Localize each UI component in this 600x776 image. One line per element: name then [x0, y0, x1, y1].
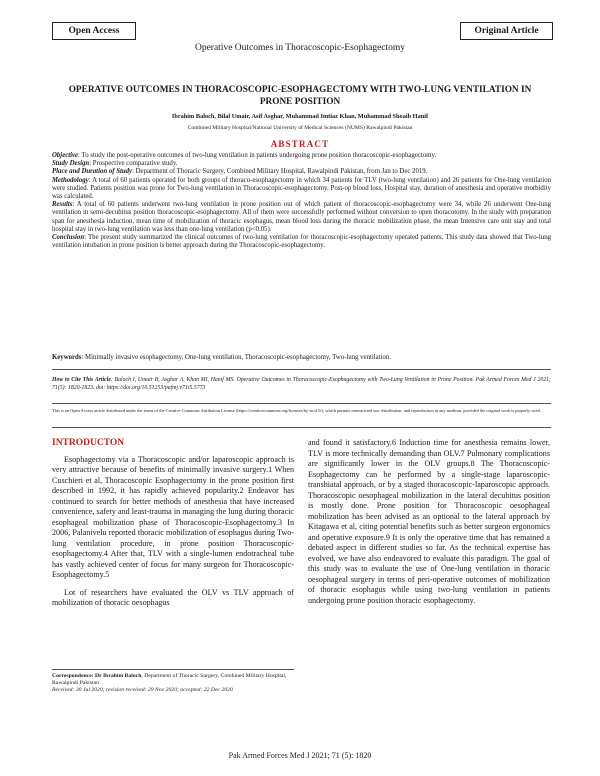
open-access-tag: Open Access: [52, 22, 136, 40]
place-label: Place and Duration of Study: [52, 168, 133, 176]
abstract-methodology: [52, 177, 551, 202]
affiliation: Combined Military Hospital/National University of Medical Sciences (NUMS) Rawalpindi Pakistan: [187, 125, 413, 131]
abstract-heading: ABSTRACT: [270, 139, 330, 149]
design-label: Study Design: [52, 160, 90, 168]
objective-text: : To study the post-operative outcomes of two-lung ventilation in patients undergoing prone position thoracoscopic-esophagectomy.: [78, 152, 437, 159]
divider: [52, 403, 551, 404]
introduction-heading: INTRODUCTON: [52, 438, 125, 448]
introduction-paragraph: and found it satisfactory.6 Induction time for anesthesia remains lower, TLV is more technically demanding than OLV.7 Pulmonary complications are significantly lower in the OLV groups.8 The Thoracoscopic-Esophagectomy can be performed by a single-stage laparoscopic-transhiatal approach, or by a staged thoracoscopic-laparoscopic approach. Thoracoscopic oesophageal mobilization in the lateral decubitus position is mostly done. Prone position for Thoracoscopic oesophageal mobilization has been advised as an optional to the lateral approach by Kitagawa et al, citing potential benefits such as better surgeon ergonomics and operative exposure.9 It is only the operative time that has remained a debated aspect in different studies so far. As the technical expertise has evolved, we have also endeavored to evaluate this paradigm. The goal of this study was to evaluate the use of One-lung ventilation in thoracic oesophageal surgery in terms of peri-operative outcomes of mobilization of thoracic esophagus while using two-lung ventilation in patients undergoing prone position thoracic esophagectomy.: [308, 438, 550, 605]
design-text: : Prospective comparative study.: [89, 160, 178, 168]
author-list: Ibrahim Baloch, Bilal Umair, Asif Asghar, Muhammad Imtiaz Khan, Muhammad Shoaib Hanif: [171, 113, 429, 120]
introduction-paragraph: Esophagectomy via a Thoracoscopic and/or laparoscopic approach is very attractive because of benefits of minimally invasive surgery.1 When Cuschieri et al, Thoracoscopic Esophagectomy in the prone position first described in 1992, it has rapidly achieved popularity.2 Endeavor has continued to search for better methods of anesthesia that have increased convenience, safety and least-trauma in managing the lung during thoracic esophageal mobilization phase of Thoracoscopic-Esophagectomy.3 In 2006, Palanivelu reported thoracic mobilization of esophagus during Two-lung ventilation procedure, in prone position Thoracoscopic-esophagectomy.4 After that, TLV with a single-lumen endotracheal tube has vastly achieved center of focus for many surgeon for Thoracoscopic-Esophagectomy.5: [52, 454, 294, 579]
keywords-label: Keywords: [52, 354, 82, 361]
keywords: [52, 354, 551, 362]
keywords-text: : Minimally invasive esophagectomy, One-lung ventilation, Thoracoscopic-esophagectomy, Two-lung ventilation.: [81, 354, 391, 361]
introduction-paragraph: Lot of researchers have evaluated the OLV vs TLV approach of mobilization of thoracic oesophagus: [52, 587, 294, 607]
results-text: : A total of 60 patients underwent two-lung ventilation in prone position out of which patient of thoracoscopic-esophagectomy were 34, while 26 underwent One-lung ventilation in semi-decubitus position thoracoscopic-esophagectomy. All of them were successfully performed without conversion to open thoracotomy. In the study with preparation span for anesthesia induction, mean time of mobilization of thoracic esophagus, mean blood loss during the thoracic mobilization phase, the mean Intensive care unit stay and total hospital stay in two-lung ventilation was less than one-lung ventilation (p<0.05).: [52, 201, 551, 233]
citation: [52, 377, 551, 392]
license-notice: This is an Open Access article distributed under the terms of the Creative Commons Attribution License (https://creativecommons.org/licenses/by-nc/4.0/), which permits unrestricted use, distribution, and reproduction in any medium, provided the original work is properly cited.: [52, 408, 541, 413]
divider: [52, 669, 294, 670]
page-footer: Pak Armed Forces Med J 2021; 71 (5): 1820: [228, 751, 372, 760]
abstract-place: [52, 168, 551, 176]
conclusion-text: : The present study summarized the clinical outcomes of two-lung ventilation for thoracoscopic-esophagectomy operated patients. This study data showed that Two-lung ventilation intubation in prone position is better approach during the Thoracoscopic-esophagectomy.: [52, 234, 551, 250]
correspondence: [52, 673, 294, 694]
article-title: OPERATIVE OUTCOMES IN THORACOSCOPIC-ESOPHAGECTOMY WITH TWO-LUNG VENTILATION IN PRONE POSITION: [68, 85, 532, 107]
manuscript-dates: Received: 30 Jul 2020; revision received: 29 Nov 2020; accepted: 22 Dec 2020: [52, 686, 233, 693]
results-label: Results: [52, 201, 73, 209]
methodology-label: Methodology: [52, 176, 89, 184]
running-head: Operative Outcomes in Thoracoscopic-Esophagectomy: [194, 43, 406, 53]
conclusion-label: Conclusion: [52, 234, 85, 242]
abstract-objective: [52, 152, 551, 160]
article-type-tag: Original Article: [460, 22, 553, 40]
divider: [52, 369, 551, 370]
abstract-conclusion: [52, 234, 551, 250]
correspondence-text: , Department of Thoracic Surgery, Combined Military Hospital, Rawalpindi Pakistan: [52, 673, 287, 686]
place-text: : Department of Thoracic Surgery, Combined Military Hospital, Rawalpindi Pakistan, from Jan to Dec 2019.: [132, 168, 428, 176]
objective-label: Objective: [52, 152, 79, 159]
citation-text: : Baloch I, Umair B, Asghar A, Khan MI, Hanif MS. Operative Outcomes in Thoracoscopic-Esophagectomy with Two-Lung Ventilation in Prone Position. Pak Armed Forces Med J 2021; 71(5): 1820-1823. doi: https://doi.org/10.51253/pafmj.v71i5.5773: [52, 377, 551, 391]
abstract-design: [52, 160, 551, 168]
methodology-text: : A total of 60 patients operated for both groups of thoraco-esophagectomy in which 34 patients for TLV (two-lung ventilation) and 26 patients for One-lung ventilation were studied. Patients position was prone for Two-lung ventilation in Thoracoscopic-esophagectomy. Post-op blood loss, Hospital stay, duration of anesthesia and operative morbidity was calculated.: [52, 176, 551, 201]
right-column: [308, 438, 550, 606]
left-column: [52, 438, 294, 609]
abstract-body: [52, 152, 551, 250]
correspondence-label: Correspondence: Dr Ibrahim Baloch: [52, 673, 142, 679]
divider: [52, 427, 551, 428]
citation-label: How to Cite This Article: [52, 377, 111, 383]
abstract-results: [52, 201, 551, 234]
